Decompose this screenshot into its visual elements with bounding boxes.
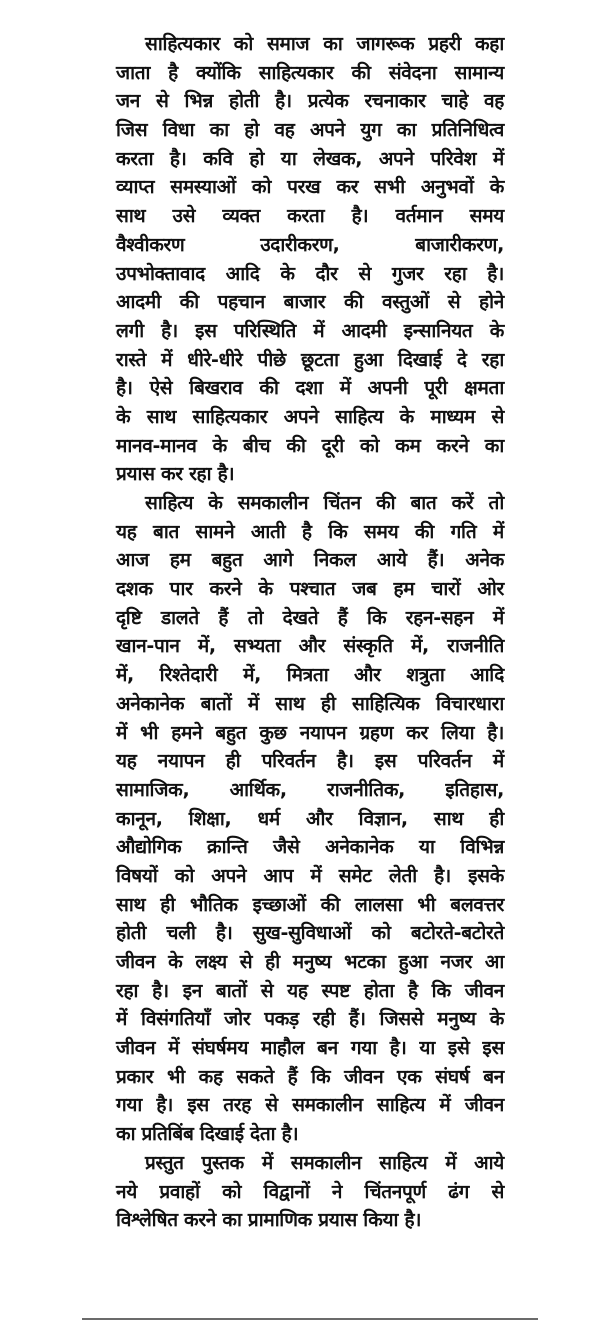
text-line: कानून, शिक्षा, धर्म और विज्ञान, साथ ही	[116, 807, 504, 830]
text-line: लगी है। इस परिस्थिति में आदमी इन्सानियत के	[116, 319, 504, 342]
text-line: में भी हमने बहुत कुछ नयापन ग्रहण कर लिया है।	[116, 721, 504, 744]
paragraph-2	[116, 489, 504, 1149]
text-line: गया है। इस तरह से समकालीन साहित्य में जीवन	[116, 1094, 504, 1117]
text-line: उपभोक्तावाद आदि के दौर से गुजर रहा है।	[116, 262, 504, 285]
text-line: प्रकार भी कह सकते हैं कि जीवन एक संघर्ष बन	[116, 1065, 504, 1088]
text-line: होती चली है। सुख-सुविधाओं को बटोरते-बटोरते	[116, 922, 504, 945]
text-line: विषयों को अपने आप में समेट लेती है। इसके	[116, 864, 504, 887]
text-line: आज हम बहुत आगे निकल आये हैं। अनेक	[116, 549, 504, 572]
text-line: आदमी की पहचान बाजार की वस्तुओं से होने	[116, 291, 504, 314]
text-line: के साथ साहित्यकार अपने साहित्य के माध्यम से	[116, 405, 504, 428]
text-line: व्याप्त समस्याओं को परख कर सभी अनुभवों के	[116, 176, 504, 199]
paragraph-1	[116, 30, 504, 489]
text-line: साथ ही भौतिक इच्छाओं की लालसा भी बलवत्तर	[116, 893, 504, 916]
text-line: दशक पार करने के पश्चात जब हम चारों ओर	[116, 578, 504, 601]
document-page	[116, 30, 504, 1235]
text-line: जीवन के लक्ष्य से ही मनुष्य भटका हुआ नजर आ	[116, 951, 504, 973]
text-line: में, रिश्तेदारी में, मित्रता और शत्रुता आदि	[116, 664, 504, 687]
text-line: नये प्रवाहों को विद्वानों ने चिंतनपूर्ण ढंग से	[116, 1180, 504, 1203]
text-line: जिस विधा का हो वह अपने युग का प्रतिनिधित्व	[116, 119, 504, 142]
bottom-divider	[82, 1318, 538, 1320]
text-line: दृष्टि डालते हैं तो देखते हैं कि रहन-सहन में	[116, 606, 504, 629]
text-line: का प्रतिबिंब दिखाई देता है।	[116, 1123, 299, 1146]
text-line: खान-पान में, सभ्यता और संस्कृति में, राजनीति	[116, 635, 504, 658]
text-line: अनेकानेक बातों में साथ ही साहित्यिक विचारधारा	[116, 692, 504, 715]
text-line: औद्योगिक क्रान्ति जैसे अनेकानेक या विभिन्न	[116, 836, 504, 859]
text-line: में विसंगतियाँ जोर पकड़ रही हैं। जिससे मनुष्य के	[116, 1008, 504, 1031]
text-line: जाता है क्योंकि साहित्यकार की संवेदना सामान्य	[116, 61, 504, 84]
text-line: रास्ते में धीरे-धीरे पीछे छूटता हुआ दिखाई दे रहा	[116, 348, 504, 371]
text-line: प्रयास कर रहा है।	[116, 463, 235, 486]
text-line: साहित्य के समकालीन चिंतन की बात करें तो	[145, 492, 504, 514]
text-line: करता है। कवि हो या लेखक, अपने परिवेश में	[116, 147, 504, 170]
text-line: वैश्वीकरण उदारीकरण, बाजारीकरण,	[116, 233, 504, 256]
text-line: साथ उसे व्यक्त करता है। वर्तमान समय	[116, 205, 504, 228]
text-line: सामाजिक, आर्थिक, राजनीतिक, इतिहास,	[116, 778, 504, 801]
text-line: रहा है। इन बातों से यह स्पष्ट होता है कि जीवन	[116, 979, 504, 1002]
text-line: जीवन में संघर्षमय माहौल बन गया है। या इसे इस	[116, 1037, 504, 1060]
text-line: मानव-मानव के बीच की दूरी को कम करने का	[116, 434, 504, 457]
text-line: यह नयापन ही परिवर्तन है। इस परिवर्तन में	[116, 750, 504, 773]
text-line: विश्लेषित करने का प्रामाणिक प्रयास किया है।	[116, 1209, 422, 1232]
text-line: यह बात सामने आती है कि समय की गति में	[116, 520, 504, 543]
text-line: साहित्यकार को समाज का जागरूक प्रहरी कहा	[145, 33, 504, 55]
text-line: प्रस्तुत पुस्तक में समकालीन साहित्य में आये	[145, 1151, 504, 1174]
text-line: जन से भिन्न होती है। प्रत्येक रचनाकार चाहे वह	[116, 90, 504, 113]
paragraph-3	[116, 1149, 504, 1235]
text-line: है। ऐसे बिखराव की दशा में अपनी पूरी क्षमता	[116, 377, 504, 400]
